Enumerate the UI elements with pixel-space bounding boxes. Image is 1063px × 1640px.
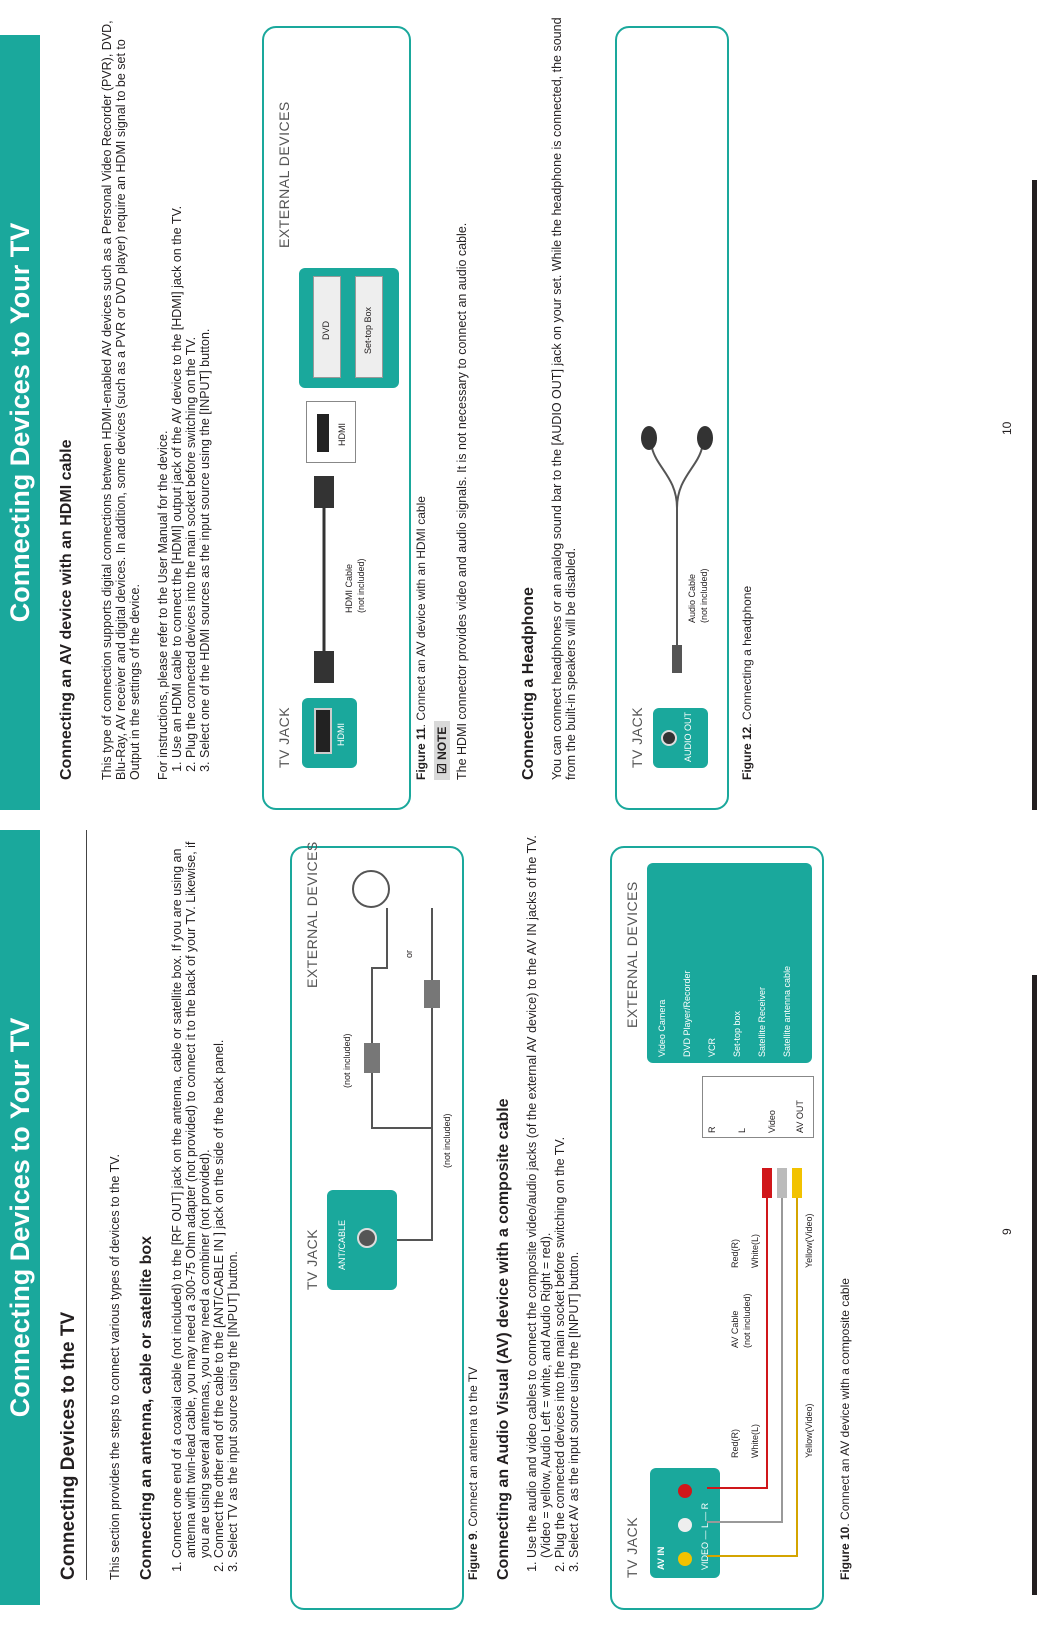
bottom-bar-right (1032, 180, 1037, 810)
figure-10-caption: Figure 10. Connect an AV device with a composite cable (838, 1278, 852, 1580)
note-badge: ☑ NOTE (434, 721, 450, 780)
hdmi-external-panel (299, 268, 399, 388)
tv-jack-label-2: TV JACK (624, 1516, 640, 1578)
antenna-step-2: 2. Connect the other end of the cable to the [ANT/CABLE IN ] jack on the side of the back panel. (212, 820, 226, 1558)
figure-12-frame (615, 26, 729, 810)
av-step-1: 1. Use the audio and video cables to connect the composite video/audio jacks (of the external AV device) to the AV IN jacks of the TV. (Video = yellow, Audio Left = white, and Audio Right = red). (525, 820, 553, 1558)
external-devices-label: EXTERNAL DEVICES (304, 841, 320, 988)
antenna-steps (170, 820, 240, 1580)
device-vcr: VCR (707, 1037, 717, 1057)
device-hdmi-label: HDMI (337, 423, 347, 446)
av-out-label: AV OUT (795, 1100, 805, 1133)
hdmi-intro: This type of connection supports digital connections between HDMI-enabled AV devices such as a Personal Video Recorder (PVR), DVD, Blu-Ray, AV receiver and digital devices. In addition, some devices (such as a PVR or DVD player) require an HDMI signal to be set to Output in the settings of the device. (100, 20, 142, 780)
page-number-10: 10 (1000, 421, 1014, 435)
device-satellite-cable: Satellite antenna cable (782, 965, 792, 1057)
device-set-top-box: Set-top box (732, 1010, 742, 1057)
red-left-label: Red(R) (730, 1428, 740, 1458)
note-text: The HDMI connector provides video and audio signals. It is not necessary to connect an audio cable. (455, 222, 469, 780)
dvd-label: DVD (321, 320, 331, 340)
intro-text: This section provides the steps to connect various types of devices to the TV. (108, 1154, 122, 1580)
av-in-label: AV IN (656, 1546, 666, 1570)
hdmi-heading: Connecting an AV device with an HDMI cable (58, 439, 75, 780)
stb-label: Set-top Box (363, 306, 373, 354)
antenna-step-3: 3. Select TV as the input source using the [INPUT] button. (226, 820, 240, 1558)
yellow-left-label: Yellow(Video) (804, 1403, 814, 1458)
page-9 (0, 820, 1063, 1640)
hdmi-jack-label: HDMI (336, 723, 346, 746)
external-devices-label-2: EXTERNAL DEVICES (624, 881, 640, 1028)
hdmi-step-2: 2. Plug the connected devices into the main socket before switching on the TV. (184, 0, 198, 758)
figure-10-frame (610, 846, 824, 1610)
video-jack-label: Video (767, 1110, 777, 1133)
device-hdmi-port (306, 401, 356, 463)
section-rule (86, 830, 87, 1580)
figure-12-caption: Figure 12. Connecting a headphone (740, 585, 754, 780)
page-banner-right: Connecting Devices to Your TV (0, 35, 40, 810)
white-right-label: White(L) (750, 1233, 760, 1268)
av-heading: Connecting an Audio Visual (AV) device with a composite cable (495, 1098, 512, 1580)
not-included-1: (not included) (342, 1033, 352, 1088)
audio-cable-label: Audio Cable (687, 573, 697, 623)
av-out-panel (702, 1076, 814, 1138)
tv-jack-label-4: TV JACK (629, 706, 645, 768)
external-av-devices-panel (647, 863, 812, 1063)
figure-11-frame (262, 26, 411, 810)
or-label: or (404, 949, 414, 958)
page-number-9: 9 (1000, 1228, 1014, 1235)
page-banner: Connecting Devices to Your TV (0, 830, 40, 1605)
tv-jack-label: TV JACK (304, 1228, 320, 1290)
device-satellite-receiver: Satellite Receiver (757, 986, 767, 1057)
r-jack-label: R (707, 1126, 717, 1133)
tv-jack-label-3: TV JACK (276, 706, 292, 768)
antenna-heading: Connecting an antenna, cable or satellite box (138, 1235, 155, 1580)
external-devices-label-3: EXTERNAL DEVICES (276, 101, 292, 248)
section-title: Connecting Devices to the TV (58, 1311, 79, 1580)
device-video-camera: Video Camera (657, 999, 667, 1057)
headphone-wiring-diagram (617, 28, 727, 808)
antenna-wiring-diagram (292, 848, 462, 1608)
not-included-4: (not included) (356, 558, 366, 613)
av-cable-label: AV Cable (730, 1310, 740, 1348)
bottom-bar (1032, 975, 1037, 1595)
white-left-label: White(L) (750, 1423, 760, 1458)
hdmi-steps (170, 0, 212, 780)
av-step-2: 2. Plug the connected devices into the main socket before switching on the TV. (553, 820, 567, 1558)
figure-9-frame (290, 841, 464, 1610)
av-step-3: 3. Select AV as the input source using the [INPUT] button. (567, 820, 581, 1558)
video-l-r-label: VIDEO — L — R (700, 1502, 710, 1570)
hdmi-cable-label: HDMI Cable (344, 563, 354, 613)
yellow-right-label: Yellow(Video) (804, 1213, 814, 1268)
headphone-heading: Connecting a Headphone (520, 587, 537, 780)
satellite-dish-icon (352, 870, 390, 908)
figure-11-caption: Figure 11. Connect an AV device with an HDMI cable (414, 496, 428, 780)
ant-cable-label: ANT/CABLE (337, 1219, 347, 1270)
red-right-label: Red(R) (730, 1238, 740, 1268)
device-dvd: DVD Player/Recorder (682, 970, 692, 1057)
hdmi-instructions: For instructions, please refer to the User Manual for the device. (156, 430, 170, 780)
hdmi-step-1: 1. Use an HDMI cable to connect the [HDMI] output jack of the AV device to the [HDMI] jack on the TV. (170, 0, 184, 758)
figure-9-caption: Figure 9. Connect an antenna to the TV (466, 1366, 480, 1580)
headphone-text: You can connect headphones or an analog sound bar to the [AUDIO OUT] jack on your set. While the headphone is connected, the sound from the built-in speakers will be disabled. (550, 17, 578, 780)
l-jack-label: L (737, 1127, 747, 1133)
not-included-5: (not included) (699, 568, 709, 623)
hdmi-step-3: 3. Select one of the HDMI sources as the input source using the [INPUT] button. (198, 0, 212, 758)
not-included-3: (not included) (742, 1293, 752, 1348)
av-steps (525, 820, 581, 1580)
antenna-step-1: 1. Connect one end of a coaxial cable (not included) to the [RF OUT] jack on the antenna, cable or satellite box. If you are using an antenna with twin-lead cable, you may need a 300-75 Ohm adapter (not provided) to connect it to the back of your TV. Likewise, if you are using several antennas, you may need a combiner (not provided). (170, 820, 212, 1558)
audio-out-label: AUDIO OUT (683, 711, 693, 762)
not-included-2: (not included) (442, 1113, 452, 1168)
